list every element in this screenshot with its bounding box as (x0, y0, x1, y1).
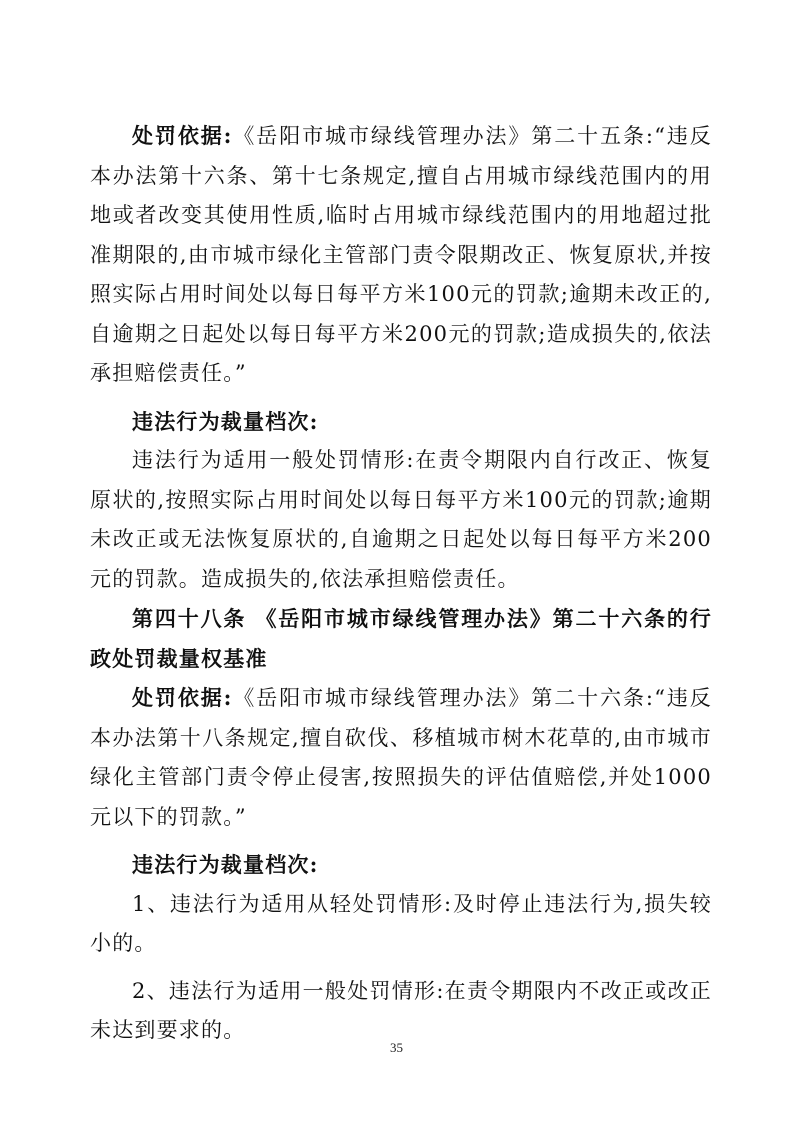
document-page (90, 116, 712, 1051)
penalty-basis-text: 《岳阳市城市绿线管理办法》第二十六条:“违反本办法第十八条规定,擅自砍伐、移植城市树木花草的,由市城市绿化主管部门责令停止侵害,按照损失的评估值赔偿,并处1000元以下的罚款。” (90, 686, 712, 829)
grade-item-general: 2、违法行为适用一般处罚情形:在责令期限内不改正或改正未达到要求的。 (90, 978, 712, 1042)
penalty-basis-paragraph-2 (90, 678, 712, 837)
grade-item-lenient: 1、违法行为适用从轻处罚情形:及时停止违法行为,损失较小的。 (90, 891, 712, 955)
penalty-basis-paragraph-1 (90, 116, 712, 394)
page-number: 35 (390, 1040, 403, 1055)
discretion-grade-heading-2: 违法行为裁量档次: (132, 852, 319, 877)
discretion-grade-text-1: 违法行为适用一般处罚情形:在责令期限内自行改正、恢复原状的,按照实际占用时间处以每日每平方米100元的罚款;逾期未改正或无法恢复原状的,自逾期之日起处以每日每平方米200元的罚款。造成损失的,依法承担赔偿责任。 (90, 448, 712, 591)
penalty-basis-label: 处罚依据: (132, 685, 233, 710)
article-48-title: 第四十八条 《岳阳市城市绿线管理办法》第二十六条的行政处罚裁量权基准 (90, 606, 712, 671)
penalty-basis-text: 《岳阳市城市绿线管理办法》第二十五条:“违反本办法第十六条、第十七条规定,擅自占用城市绿线范围内的用地或者改变其使用性质,临时占用城市绿线范围内的用地超过批准期限的,由市城市绿化主管部门责令限期改正、恢复原状,并按照实际占用时间处以每日每平方米100元的罚款;逾期未改正的,自逾期之日起处以每日每平方米200元的罚款;造成损失的,依法承担赔偿责任。” (90, 124, 712, 385)
discretion-grade-heading-1: 违法行为裁量档次: (132, 408, 319, 434)
penalty-basis-label: 处罚依据: (132, 123, 233, 148)
